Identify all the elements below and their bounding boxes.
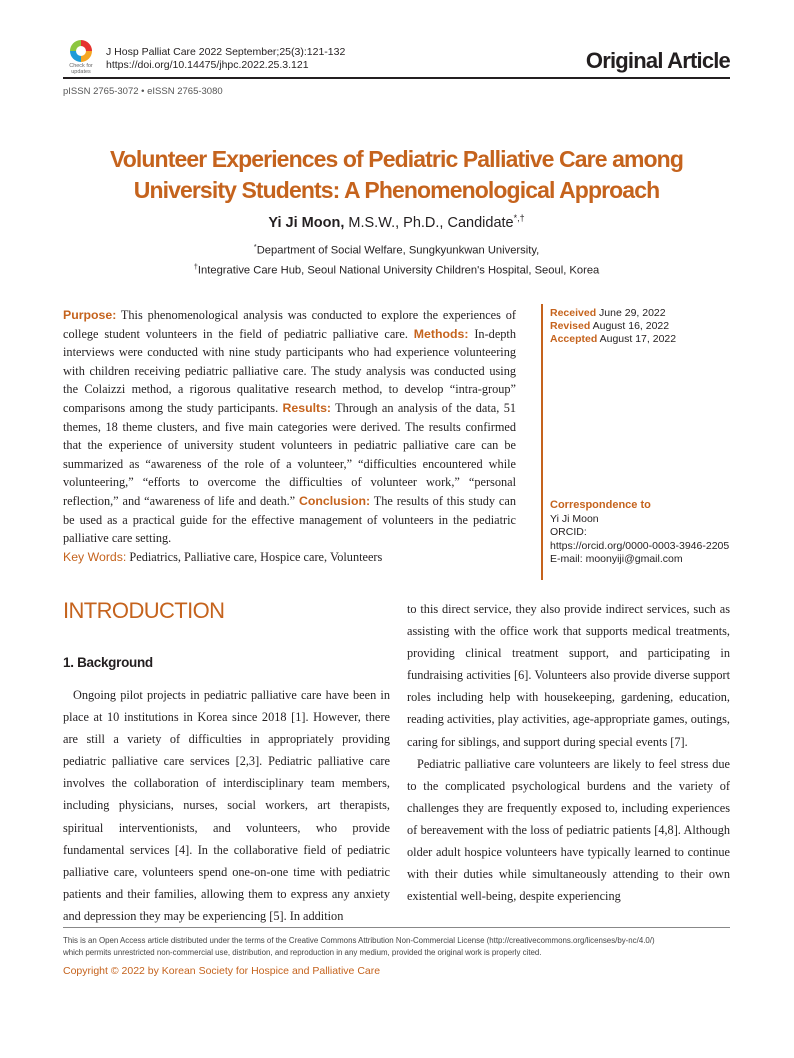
journal-info [106,46,345,72]
copyright: Copyright © 2022 by Korean Society for Hospice and Palliative Care [63,965,381,977]
license-notice [63,935,733,959]
badge-label-1: Check for [69,63,93,69]
journal-citation: J Hosp Palliat Care 2022 September;25(3):121-132 [106,46,346,58]
title-line-1: Volunteer Experiences of Pediatric Palliative Care among [110,146,683,172]
correspondence-name: Yi Ji Moon [550,513,599,526]
affiliation-1: *Department of Social Welfare, Sungkyunkwan University, [253,242,540,257]
author-line [63,213,730,231]
received-date: Received June 29, 2022 [550,307,666,319]
author-marks: *,† [513,213,525,223]
conclusion-text: The results of this study can be used as a practical guide for the effective management of volunteers in the pediatric palliative care setting. [63,493,516,546]
orcid-label: ORCID: [550,526,587,539]
conclusion-label: Conclusion: [299,493,371,508]
subsection-heading: 1. Background [63,655,153,670]
license-line-1: This is an Open Access article distributed under the terms of the Creative Commons Attribution Non-Commercial License (http://creativecommons.org/licenses/by-nc/4.0/) [63,936,655,945]
methods-text: In-depth interviews were conducted with nine study participants who had experience volunteering with children receiving pediatric palliative care. The study analysis was conducted using the Colaizzi method, a rigorous qualitative research method, to develop “intra-group” comparisons among the study participants. [63,326,516,415]
check-for-updates-badge[interactable] [63,40,99,76]
article-title [63,144,730,206]
article-type: Original Article [585,48,730,73]
issn: pISSN 2765-3072 • eISSN 2765-3080 [63,86,223,97]
author-degrees: M.S.W., Ph.D., Candidate [348,214,514,231]
methods-label: Methods: [413,326,469,341]
orcid-link[interactable]: https://orcid.org/0000-0003-3946-2205 [550,539,730,552]
doi-link[interactable]: https://doi.org/10.14475/jhpc.2022.25.3.121 [106,59,309,71]
badge-label-2: updates [71,69,91,75]
correspondence-label: Correspondence to [550,499,651,511]
keywords [63,550,382,565]
license-line-2: which permits unrestricted non-commercial use, distribution, and reproduction in any medium, provided the original work is properly cited. [63,948,542,957]
body-paragraph-right-1: to this direct service, they also provide indirect services, such as assisting with the office work that supports medical treatments, providing clinical treatment support, and participating in fundraising activities [6]. Volunteers also provide diverse support roles including help with housekeeping, gardening, education, reading activities, play activities, age-appropriate games, outings, caring for siblings, and support during special events [7]. [407,602,730,749]
revised-date: Revised August 16, 2022 [550,320,670,332]
affiliation-2: †Integrative Care Hub, Seoul National University Children's Hospital, Seoul, Korea [193,261,600,277]
keywords-text: Pediatrics, Palliative care, Hospice care, Volunteers [126,550,383,564]
author-name: Yi Ji Moon, [268,214,345,231]
footer-divider [63,927,730,928]
purpose-label: Purpose: [63,308,117,322]
body-paragraph-left: Ongoing pilot projects in pediatric palliative care have been in place at 10 institutions in Korea since 2018 [1]. However, there are still a variety of difficulties in appropriately providing pediatric palliative care services [2,3]. Pediatric palliative care involves the collaboration of interdisciplinary team members, including physicians, nurses, social workers, art therapists, spiritual interventionists, and volunteers, who provide fundamental services [4]. In the collaborative field of pediatric palliative care, volunteers spend one-on-one time with pediatric patients and their families, allowing them to express any anxiety and depression they may be experiencing [5]. In addition [63,688,390,923]
correspondence [550,499,729,566]
results-text: Through an analysis of the data, 51 themes, 18 theme clusters, and five main categories were derived. The results confirmed that the experience of university student volunteers in pediatric palliative care can be summarized as “awareness of the role of a volunteer,” “difficulties encountered while volunteering,” “efforts to overcome the difficulties of volunteer work,” “personal reflection,” and “awareness of life and death.” [63,400,516,508]
accepted-date: Accepted August 17, 2022 [550,333,677,345]
body-column-right [407,598,730,907]
article-dates [550,307,676,346]
keywords-label: Key Words: [63,550,127,564]
body-paragraph-right-2: Pediatric palliative care volunteers are likely to feel stress due to the complicated psychological burdens and the variety of challenges they are frequently exposed to, including experiences of bereavement with the loss of pediatric patients [4,8]. Although older adult hospice volunteers have typically learned to continue with their duties while simultaneously attending to their own existential well-being, despite experiencing [407,756,730,904]
abstract [63,306,516,548]
sidebar-divider [541,304,543,580]
header-divider [63,77,730,79]
section-heading: INTRODUCTION [63,598,225,623]
title-line-2: University Students: A Phenomenological Approach [133,177,660,203]
results-label: Results: [282,400,332,415]
affiliations [63,239,730,278]
crossmark-icon [70,40,92,62]
purpose-text: This phenomenological analysis was conducted to explore the experiences of college student volunteers in the field of pediatric palliative care. [63,308,516,341]
correspondence-email[interactable]: E-mail: moonyiji@gmail.com [550,552,683,565]
